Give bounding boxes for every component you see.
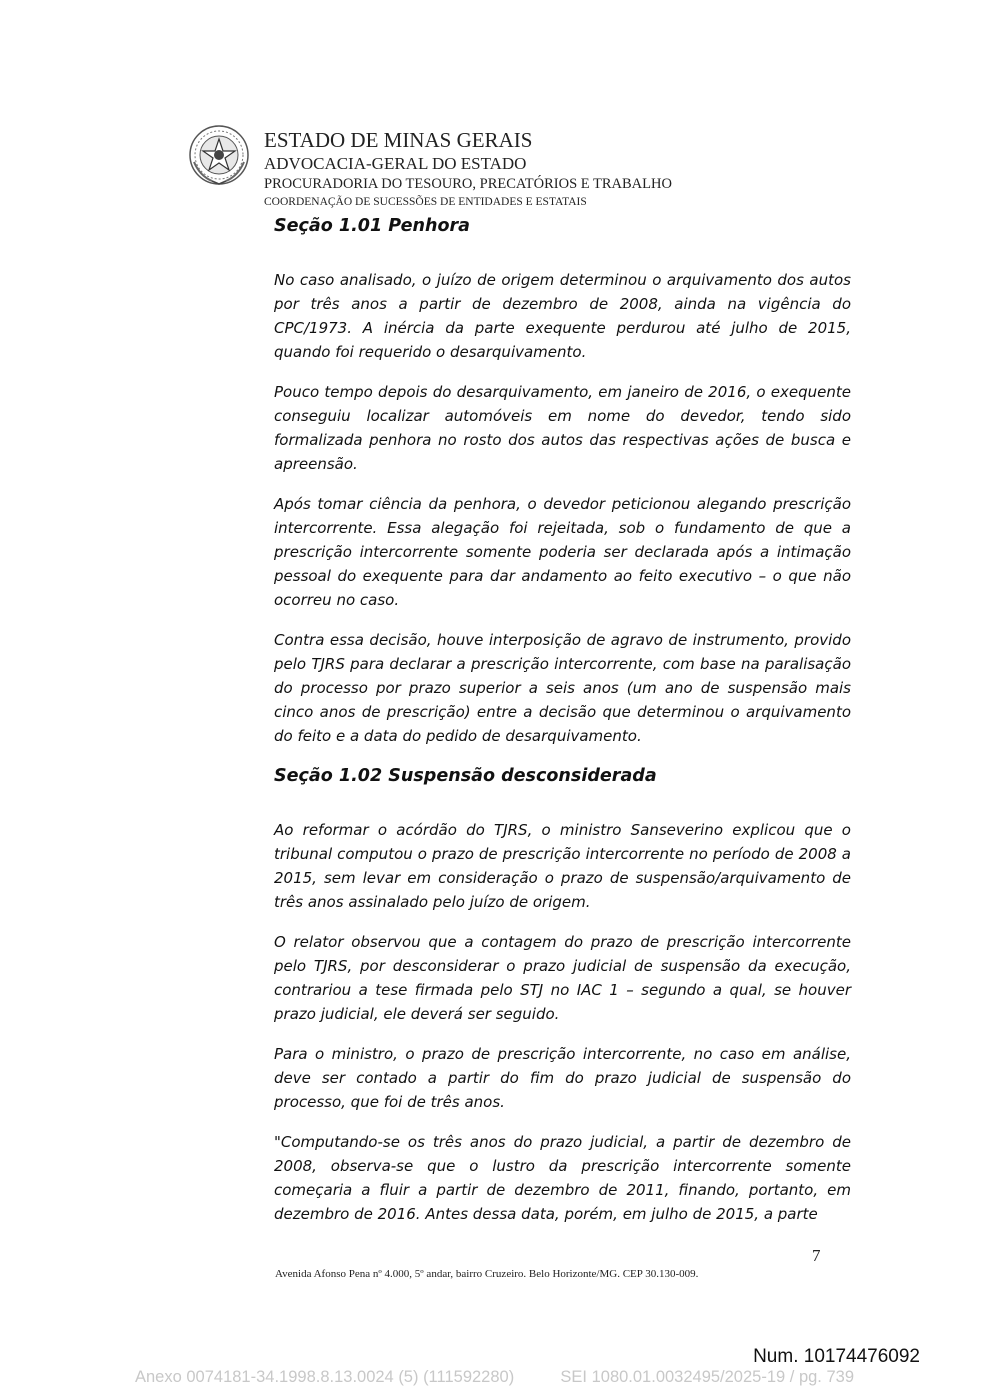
header-state-name: ESTADO DE MINAS GERAIS	[264, 128, 533, 152]
header-department: PROCURADORIA DO TESOURO, PRECATÓRIOS E TRABALHO	[264, 176, 672, 192]
paragraph: Contra essa decisão, houve interposição de agravo de instrumento, provido pelo TJRS para declarar a prescrição intercorrente, com base na paralisação do processo por prazo superior a seis anos (um ano de suspensão mais cinco anos de prescrição) entre a decisão que determinou o arquivamento do feito e a data do pedido de desarquivamento.	[274, 631, 851, 745]
paragraph: Após tomar ciência da penhora, o devedor peticionou alegando prescrição intercorrente. Essa alegação foi rejeitada, sob o fundamento de que a prescrição intercorrente somente poderia ser declarada após a intimação pessoal do exequente para dar andamento ao feito executivo – o que não ocorreu no caso.	[274, 495, 851, 609]
state-coat-of-arms-icon	[188, 124, 250, 186]
paragraph: No caso analisado, o juízo de origem determinou o arquivamento dos autos por três anos a partir de dezembro de 2008, ainda na vigência do CPC/1973. A inércia da parte exequente perdurou até julho de 2015, quando foi requerido o desarquivamento.	[274, 271, 851, 361]
page-number: 7	[812, 1246, 821, 1265]
document-body	[274, 214, 851, 1226]
header-agency: ADVOCACIA-GERAL DO ESTADO	[264, 154, 527, 173]
paragraph: Ao reformar o acórdão do TJRS, o ministro Sanseverino explicou que o tribunal computou o prazo de prescrição intercorrente no período de 2008 a 2015, sem levar em consideração o prazo de suspensão/arquivamento de três anos assinalado pelo juízo de origem.	[274, 821, 851, 911]
paragraph: Pouco tempo depois do desarquivamento, em janeiro de 2016, o exequente conseguiu localizar automóveis em nome do devedor, tendo sido formalizada penhora no rosto dos autos das respectivas ações de busca e apreensão.	[274, 383, 851, 473]
sei-stamp: SEI 1080.01.0032495/2025-19 / pg. 739	[560, 1368, 854, 1386]
footer-address: Avenida Afonso Pena nº 4.000, 5º andar, bairro Cruzeiro. Belo Horizonte/MG. CEP 30.130-009.	[275, 1268, 699, 1280]
paragraph: "Computando-se os três anos do prazo judicial, a partir de dezembro de 2008, observa-se que o lustro da prescrição intercorrente somente começaria a fluir a partir de dezembro de 2011, finando, portanto, em dezembro de 2016. Antes dessa data, porém, em julho de 2015, a parte	[274, 1133, 851, 1223]
annex-stamp: Anexo 0074181-34.1998.8.13.0024 (5) (111592280)	[135, 1368, 515, 1386]
document-number-stamp: Num. 10174476092	[753, 1346, 920, 1367]
paragraph: Para o ministro, o prazo de prescrição intercorrente, no caso em análise, deve ser contado a partir do fim do prazo judicial de suspensão do processo, que foi de três anos.	[274, 1045, 851, 1111]
paragraph: O relator observou que a contagem do prazo de prescrição intercorrente pelo TJRS, por desconsiderar o prazo judicial de suspensão da execução, contrariou a tese firmada pelo STJ no IAC 1 – segundo a qual, se houver prazo judicial, ele deverá ser seguido.	[274, 933, 851, 1023]
section-heading: Seção 1.02 Suspensão desconsiderada	[274, 766, 657, 786]
section-heading: Seção 1.01 Penhora	[274, 216, 470, 236]
header-coordination: COORDENAÇÃO DE SUCESSÕES DE ENTIDADES E ESTATAIS	[264, 196, 587, 208]
